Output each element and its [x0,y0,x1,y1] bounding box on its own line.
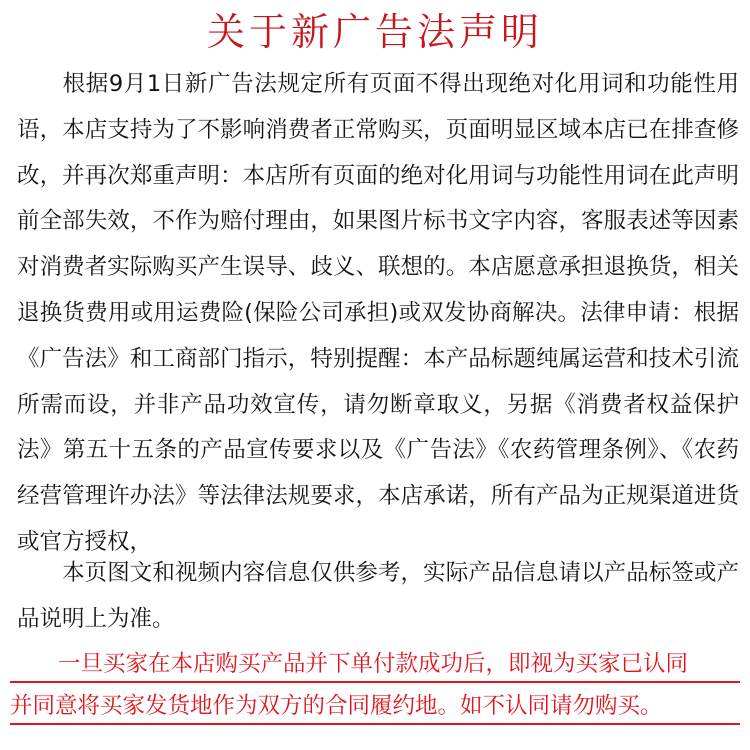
disclaimer-paragraph-text: 本页图文和视频内容信息仅供参考，实际产品信息请以产品标签或产品说明上为准。 [17,560,739,632]
purchase-notice-line-1-text: 一旦买家在本店购买产品并下单付款成功后，即视为买家已认同 [58,651,689,677]
statement-paragraph [17,62,739,566]
page-title: 关于新广告法声明 [206,10,543,54]
statement-paragraph-text: 根据9月1日新广告法规定所有页面不得出现绝对化用词和功能性用语，本店支持为了不影响消费者正常购买，页面明显区域本店已在排查修改，并再次郑重声明：本店所有页面的绝对化用词与功能性用词在此声明前全部失效，不作为赔付理由，如果图片标书文字内容，客服表述等因素对消费者实际购买产生误导、歧义、联想的。本店愿意承担退换货，相关退换货费用或用运费险(保险公司承担)或双发协商解决。法律申请：根据《广告法》和工商部门指示，特别提醒：本产品标题纯属运营和技术引流所需而设，并非产品功效宣传，请勿断章取义，另据《消费者权益保护法》第五十五条的产品宣传要求以及《广告法》《农药管理条例》、《农药经营管理许办法》等法律法规要求，本店承诺，所有产品为正规渠道进货或官方授权， [17,71,739,555]
purchase-notice-line [10,687,740,725]
purchase-notice-line [10,645,740,683]
purchase-notice-line-2-text: 并同意将买家发货地作为双方的合同履约地。如不认同请勿购买。 [10,693,663,719]
purchase-notice [10,645,740,725]
disclaimer-paragraph [17,551,739,643]
